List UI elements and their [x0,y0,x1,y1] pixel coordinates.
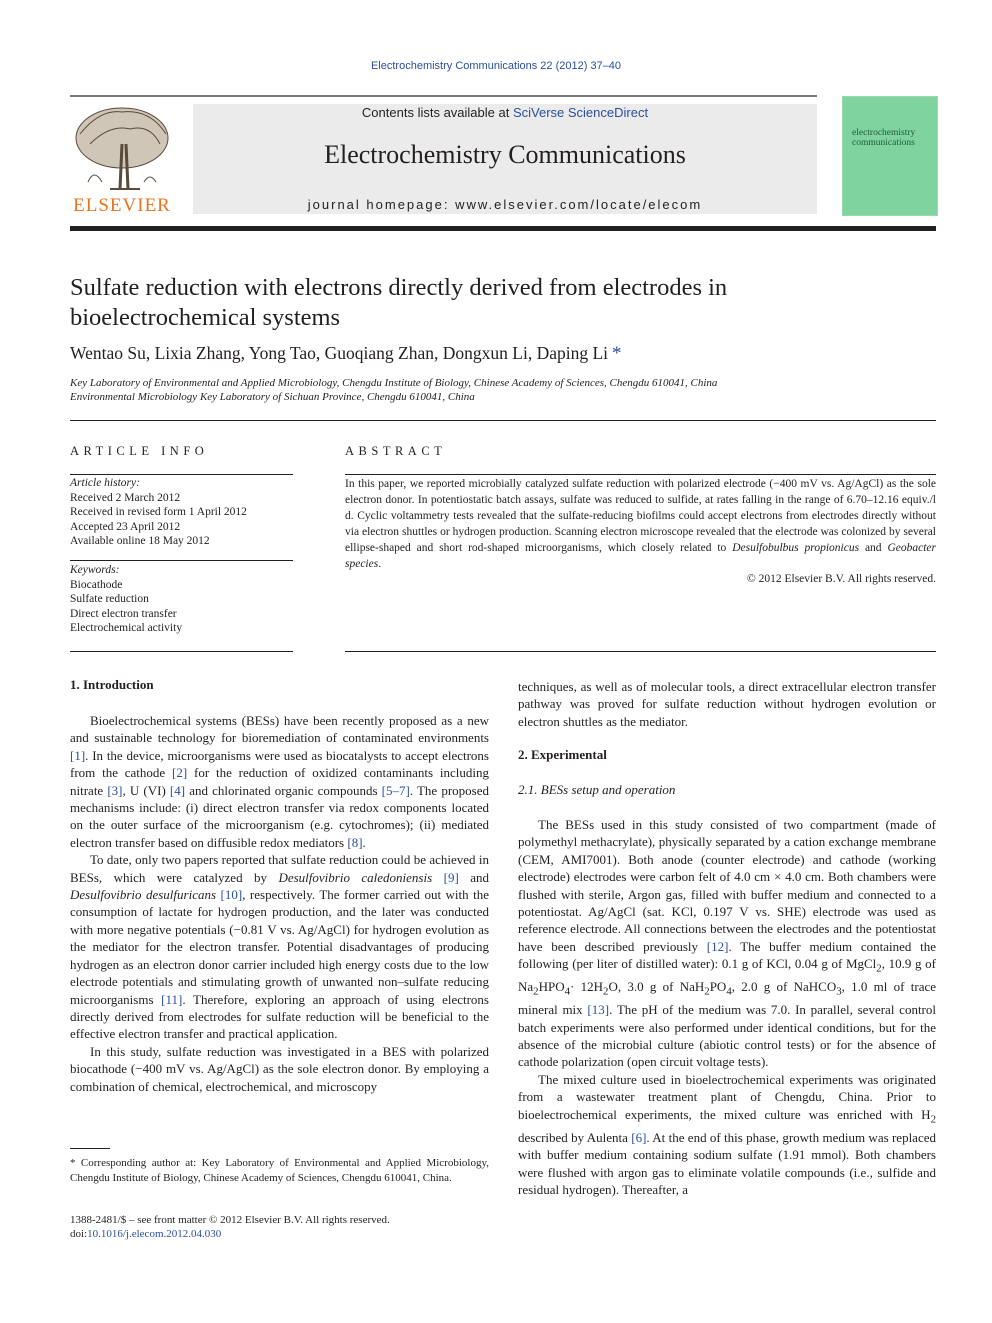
corresponding-author-link[interactable]: * [612,343,622,364]
text: HPO [538,979,565,995]
homepage-prefix: journal homepage: [307,197,456,212]
text: The BESs used in this study consisted of two compartment (made of polymethyl methacrylate), physically separated by a cation exchange membrane (CEM, AMI7001). Both anode (counter electrode) and cathode (working electrode) electrodes were carbon felt of 4.0 cm × 4.0 cm. Both chambers were flushed with sterile, Argon gas, filled with buffer medium and connected to a potentiostat. Ag/AgCl (sat. KCl, 0.197 V vs. SHE) electrode was used as reference electrode. All connections between the electrodes and the potentiostat have been described previously [518,817,936,954]
text: , 1.0 ml of trace mineral mix [518,979,937,1018]
subscript: 3 [836,985,842,998]
doi-link[interactable]: 10.1016/j.elecom.2012.04.030 [87,1228,222,1240]
text: Bioelectrochemical systems (BESs) have been recently proposed as a new and sustainable technology for bioremediation of contaminated environments [70,713,489,746]
species-name: Desulfovibrio desulfuricans [70,887,217,903]
right-column-continuation [518,678,936,730]
citation-link[interactable]: [9] [443,869,459,885]
abstract-and: and [859,542,888,555]
subscript: 2 [930,1113,936,1126]
text: for the reduction of oxidized contaminants including nitrate [70,765,490,798]
abstract-rule [345,651,936,652]
keyword: Sulfate reduction [70,593,149,605]
journal-reference-link[interactable]: Electrochemistry Communications 22 (2012) 37–40 [370,60,622,72]
journal-homepage [193,197,817,212]
section-heading-introduction: 1. Introduction [70,677,154,692]
citation-link[interactable]: [10] [220,887,243,903]
header-thin-rule [70,420,936,421]
contents-prefix: Contents lists available at [361,105,513,120]
corresponding-author-footnote: * Corresponding author at: Key Laboratory of Environmental and Applied Microbiology, Chengdu Institute of Biology, Chinese Academy of Sciences, Chengdu 610041, China. [70,1157,489,1184]
species-name: Geobacter species [345,542,937,571]
history-received: Received 2 March 2012 [70,491,181,504]
text: . The buffer medium contained the following (per liter of distilled water): 0.1 g of KCl, 0.04 g of MgCl [518,938,936,972]
paragraph [70,712,489,851]
abstract-rule [345,474,936,475]
affiliation-1: Key Laboratory of Environmental and Applied Microbiology, Chengdu Institute of Biology, Chinese Academy of Sciences, Chengdu 610041, China [70,377,718,389]
subscript: 2 [876,962,882,975]
citation-link[interactable]: [5–7] [381,782,410,798]
info-rule [70,474,293,475]
abstract-end: . [378,558,382,571]
journal-title: Electrochemistry Communications [324,140,686,169]
text: To date, only two papers reported that sulfate reduction could be achieved in BESs, which were catalyzed by [70,852,489,885]
abstract-text [345,476,936,573]
history-revised: Received in revised form 1 April 2012 [70,506,247,518]
text: , U (VI) [122,782,170,798]
text: PO [709,979,727,995]
keyword: Direct electron transfer [70,607,177,620]
info-rule [70,651,293,652]
keywords [70,563,182,636]
author-list [70,343,622,365]
text: and chlorinated organic compounds [185,782,382,798]
paragraph [518,1071,936,1198]
left-column-body [70,712,489,1095]
text: · 12H [570,979,604,995]
keyword: Biocathode [70,578,123,591]
paragraph [518,816,936,1071]
article-history [70,476,247,549]
citation-link[interactable]: [4] [169,782,186,798]
doi-label: doi: [70,1228,88,1240]
citation-link[interactable]: [11] [161,991,183,1007]
text: . [362,834,366,850]
authors-text: Wentao Su, Lixia Zhang, Yong Tao, Guoqiang Zhan, Dongxun Li, Daping Li [70,343,609,363]
paragraph [70,851,489,1042]
right-column-body [518,816,936,1198]
species-name: Desulfovibrio caledoniensis [278,869,433,885]
journal-cover-image[interactable] [842,96,938,216]
abstract-heading: ABSTRACT [345,444,447,458]
citation-link[interactable]: [2] [172,765,188,781]
section-heading-experimental: 2. Experimental [518,747,607,762]
keywords-label: Keywords: [70,564,120,576]
paragraph: techniques, as well as of molecular tools, a direct extracellular electron transfer pathway was proved for sulfate reduction without hydrogen evolution or electron shuttles as the mediator. [518,679,936,729]
paragraph: In this study, sulfate reduction was investigated in a BES with polarized biocathode (−400 mV vs. Ag/AgCl) as the sole electron donor. By employing a combination of chemical, electrochemical, and microscopy [70,1043,489,1094]
history-label: Article history: [70,477,140,489]
text: described by Aulenta [518,1129,632,1145]
elsevier-wordmark: ELSEVIER [73,195,171,216]
history-online: Available online 18 May 2012 [70,535,210,547]
article-info-heading: ARTICLE INFO [70,444,209,458]
journal-cover-title: electrochemistry communications [852,128,916,148]
contents-line [193,105,817,120]
text: The mixed culture used in bioelectrochemical experiments was originated from a wastewater treatment plant of Chengdu, China. Prior to bioelectrochemical experiments, the mixed culture was enriched with H [518,1071,936,1122]
text: . The pH of the medium was 7.0. In parallel, several control batch experiments were also performed under identical conditions, but for the absence of the microbial culture (abiotic control tests) or for the absence of cathode polarization (open circuit voltage tests). [518,1002,936,1070]
citation-link[interactable]: [1] [70,747,86,763]
citation-link[interactable]: [12] [706,938,729,954]
masthead-top-rule [70,95,817,97]
keyword: Electrochemical activity [70,622,183,634]
abstract-copyright: © 2012 Elsevier B.V. All rights reserved. [747,573,936,585]
citation-link[interactable]: [3] [107,782,123,798]
header-thick-rule [70,226,936,231]
abstract-body: In this paper, we reported microbially catalyzed sulfate reduction with polarized electrode (−400 mV vs. Ag/AgCl) as the sole electron donor. In potentiostatic batch assays, sulfate was reduced to sulfide, at rates falling in the range of 6.70–12.16 equiv./l d. Cyclic voltammetry tests revealed that the sulfate-reducing biofilms could accept electrons from electrodes directly without via electron shuttles or hydrogen production. Scanning electron microscope revealed that the electrode was colonized by several ellipse-shaped and short rod-shaped microorganisms, which closely related to [345,478,936,555]
text: , respectively. The former carried out with the consumption of lactate for hydrogen production, and the later was conducted with more negative potentials (−0.81 V vs. Ag/AgCl) for hydrogen evolution as the mediator for the electron transfer. Potential disadvantages of producing hydrogen as an electron donor carrier included high energy costs due to the low electrode potentials and stimulating growth of unwanted non–sulfate reducing microorganisms [70,887,490,1007]
text: . At the end of this phase, growth medium was replaced with buffer medium containing sodium sulfate (1.91 mmol). Both chambers were flushed with argon gas to eliminate volatile compounds (i.e., sulfide and residual hydrogen). Thereafter, a [518,1129,936,1197]
text: . Therefore, exploring an approach of using electrons directly derived from electrodes for sulfate reduction will be beneficial to the effective electron transfer and practical application. [70,991,489,1042]
subscript: 4 [726,985,732,998]
history-accepted: Accepted 23 April 2012 [70,520,181,533]
text: , 10.9 g of Na [518,956,936,995]
text: . In the device, microorganisms were used as biocatalysts to accept electrons from the cathode [70,747,489,781]
citation-link[interactable]: [6] [631,1129,647,1145]
info-rule [70,560,293,561]
text: , 2.0 g of NaHCO [731,979,837,995]
citation-link[interactable]: [8] [347,834,363,850]
homepage-url-link[interactable]: www.elsevier.com/locate/elecom [455,197,703,212]
subscript: 4 [564,985,571,998]
species-name: Desulfobulbus propionicus [732,542,860,555]
footnote-rule [70,1148,110,1149]
subsection-heading-setup: 2.1. BESs setup and operation [518,782,676,797]
text: . The proposed mechanisms include: (i) direct electron transfer via redox components located on the outer surface of the microorganism (e.g. cytochromes); (ii) mediated electron transfer based on diffusible redox mediators [70,782,489,850]
subscript: 2 [704,985,710,998]
affiliation-2: Environmental Microbiology Key Laboratory of Sichuan Province, Chengdu 610041, China [70,391,475,403]
text: and [458,869,489,885]
doi-line [70,1228,221,1240]
citation-link[interactable]: [13] [587,1002,610,1018]
article-title: Sulfate reduction with electrons directly derived from electrodes in bioelectrochemical systems [70,274,728,331]
sciencedirect-link[interactable]: SciVerse ScienceDirect [512,105,649,120]
text: O, 3.0 g of NaH [608,979,705,995]
issn-line: 1388-2481/$ – see front matter © 2012 Elsevier B.V. All rights reserved. [70,1214,390,1226]
subscript: 2 [533,985,539,998]
subscript: 2 [603,985,609,998]
